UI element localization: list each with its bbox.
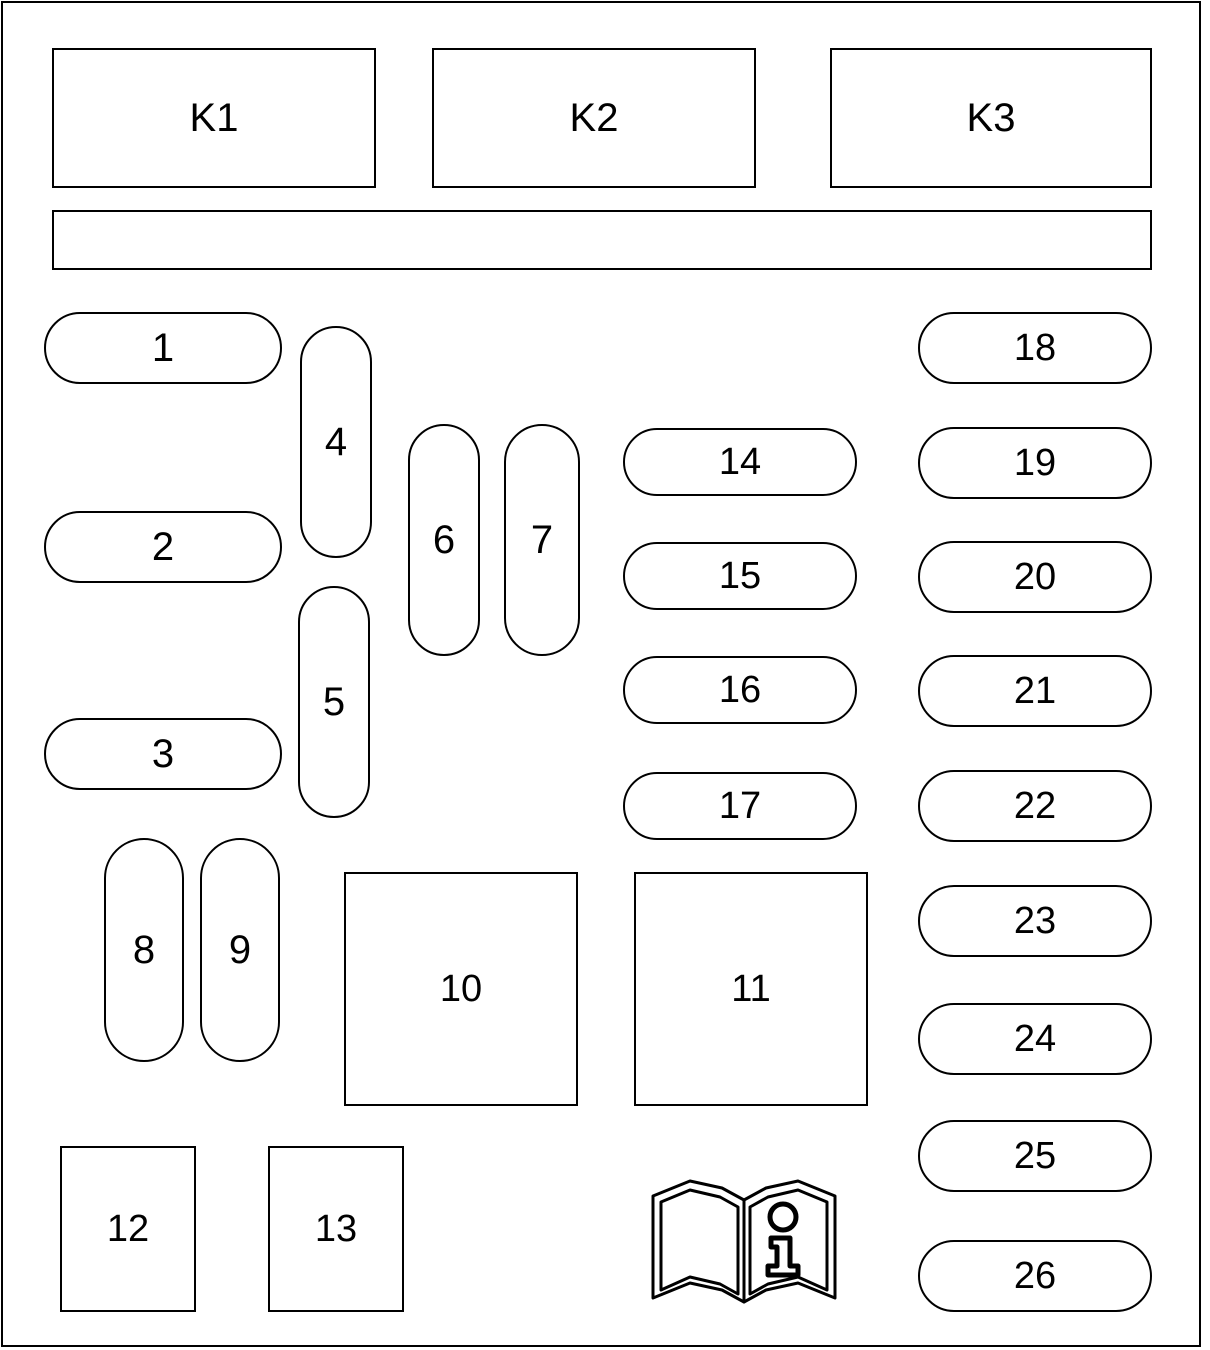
fuse-label-3: 3 — [151, 732, 175, 776]
bus-bar-slot[interactable] — [52, 210, 1152, 270]
fuse-slot-5[interactable] — [298, 586, 370, 818]
fuse-slot-12[interactable] — [60, 1146, 196, 1312]
fuse-slot-9[interactable] — [200, 838, 280, 1062]
fuse-label-15: 15 — [718, 555, 762, 597]
fuse-label-5: 5 — [322, 680, 346, 724]
fuse-label-19: 19 — [1013, 442, 1057, 484]
fuse-label-8: 8 — [132, 928, 156, 972]
fuse-label-21: 21 — [1013, 670, 1057, 712]
fuse-label-17: 17 — [718, 785, 762, 827]
fuse-label-7: 7 — [530, 518, 554, 562]
fuse-label-20: 20 — [1013, 556, 1057, 598]
fuse-slot-14[interactable] — [623, 428, 857, 496]
fuse-slot-10[interactable] — [344, 872, 578, 1106]
fuse-label-10: 10 — [439, 968, 483, 1010]
fuse-slot-23[interactable] — [918, 885, 1152, 957]
relay-label-k2: K2 — [569, 96, 619, 140]
fuse-slot-25[interactable] — [918, 1120, 1152, 1192]
fuse-slot-2[interactable] — [44, 511, 282, 583]
fuse-slot-22[interactable] — [918, 770, 1152, 842]
fuse-label-26: 26 — [1013, 1255, 1057, 1297]
fuse-label-16: 16 — [718, 669, 762, 711]
fuse-label-12: 12 — [106, 1208, 150, 1250]
relay-slot-k3[interactable] — [830, 48, 1152, 188]
fuse-slot-16[interactable] — [623, 656, 857, 724]
relay-label-k1: K1 — [189, 96, 239, 140]
relay-slot-k1[interactable] — [52, 48, 376, 188]
fuse-slot-1[interactable] — [44, 312, 282, 384]
fuse-slot-11[interactable] — [634, 872, 868, 1106]
fuse-slot-4[interactable] — [300, 326, 372, 558]
fuse-label-25: 25 — [1013, 1135, 1057, 1177]
fuse-slot-13[interactable] — [268, 1146, 404, 1312]
fuse-slot-19[interactable] — [918, 427, 1152, 499]
fuse-slot-21[interactable] — [918, 655, 1152, 727]
fuse-slot-20[interactable] — [918, 541, 1152, 613]
fuse-slot-15[interactable] — [623, 542, 857, 610]
relay-slot-k2[interactable] — [432, 48, 756, 188]
fuse-slot-8[interactable] — [104, 838, 184, 1062]
relay-label-k3: K3 — [966, 96, 1016, 140]
fuse-label-1: 1 — [151, 326, 175, 370]
fuse-label-6: 6 — [432, 518, 456, 562]
fuse-slot-17[interactable] — [623, 772, 857, 840]
fuse-slot-18[interactable] — [918, 312, 1152, 384]
fuse-label-22: 22 — [1013, 785, 1057, 827]
fuse-slot-6[interactable] — [408, 424, 480, 656]
fuse-label-23: 23 — [1013, 900, 1057, 942]
fuse-slot-24[interactable] — [918, 1003, 1152, 1075]
fuse-label-4: 4 — [324, 420, 348, 464]
fuse-label-13: 13 — [314, 1208, 358, 1250]
fuse-label-18: 18 — [1013, 327, 1057, 369]
fuse-label-14: 14 — [718, 441, 762, 483]
open-book-info-icon — [650, 1178, 838, 1312]
fuse-label-9: 9 — [228, 928, 252, 972]
fuse-slot-3[interactable] — [44, 718, 282, 790]
fuse-label-11: 11 — [731, 968, 771, 1010]
fuse-slot-26[interactable] — [918, 1240, 1152, 1312]
fuse-label-24: 24 — [1013, 1018, 1057, 1060]
fuse-slot-7[interactable] — [504, 424, 580, 656]
fuse-label-2: 2 — [151, 525, 175, 569]
